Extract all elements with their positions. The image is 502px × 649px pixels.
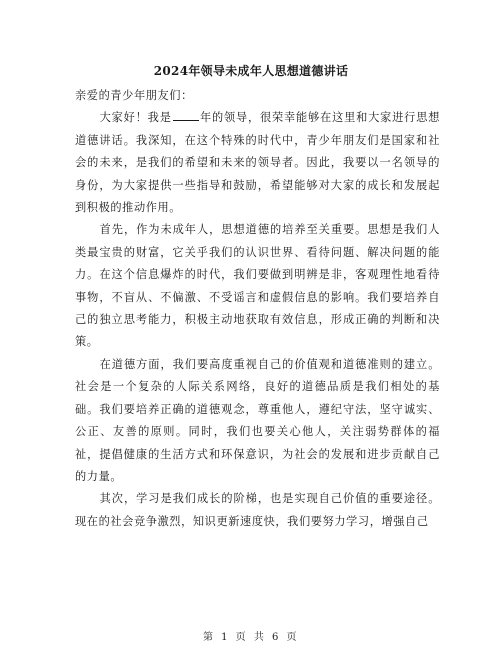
blank-fill-line — [173, 109, 199, 121]
paragraph-intro-rest: 年的领导，很荣幸能够在这里和大家进行思想道德讲话。我深知，在这个特殊的时代中，青少年朋友们是国家和社会的未来，是我们的希望和未来的领导者。因此，我要以一名领导的身份，为大家提供一些指导和鼓励，希望能够对大家的成长和发展起到积极的推动作用。 — [75, 111, 440, 215]
document-title: 2024年领导未成年人思想道德讲话 — [153, 64, 349, 78]
paragraph-thought: 首先，作为未成年人，思想道德的培养至关重要。思想是我们人类最宝贵的财富，它关乎我们的认识世界、看待问题、解决问题的能力。在这个信息爆炸的时代，我们要做到明辨是非，客观理性地看待事物，不盲从、不偏激、不受谣言和虚假信息的影响。我们要培养自己的独立思考能力，积极主动地获取有效信息，形成正确的判断和决策。 — [75, 223, 440, 349]
paragraph-learning: 其次，学习是我们成长的阶梯，也是实现自己价值的重要途径。现在的社会竞争激烈，知识更新速度快，我们要努力学习，增强自己 — [75, 492, 440, 528]
paragraph-intro — [75, 107, 440, 219]
greeting: 亲爱的青少年朋友们： — [75, 89, 193, 102]
document-body — [75, 85, 440, 533]
paragraph-morality: 在道德方面，我们要高度重视自己的价值观和道德准则的建立。社会是一个复杂的人际关系网络，良好的道德品质是我们相处的基础。我们要培养正确的道德观念，尊重他人，遵纪守法，坚守诚实、公正、友善的原则。同时，我们也要关心他人，关注弱势群体的福祉，提倡健康的生活方式和环保意识，为社会的发展和进步贡献自己的力量。 — [75, 357, 440, 483]
paragraph-intro-start: 大家好！我是 — [99, 111, 172, 125]
page-number-footer: 第 1 页 共 6 页 — [202, 632, 300, 643]
